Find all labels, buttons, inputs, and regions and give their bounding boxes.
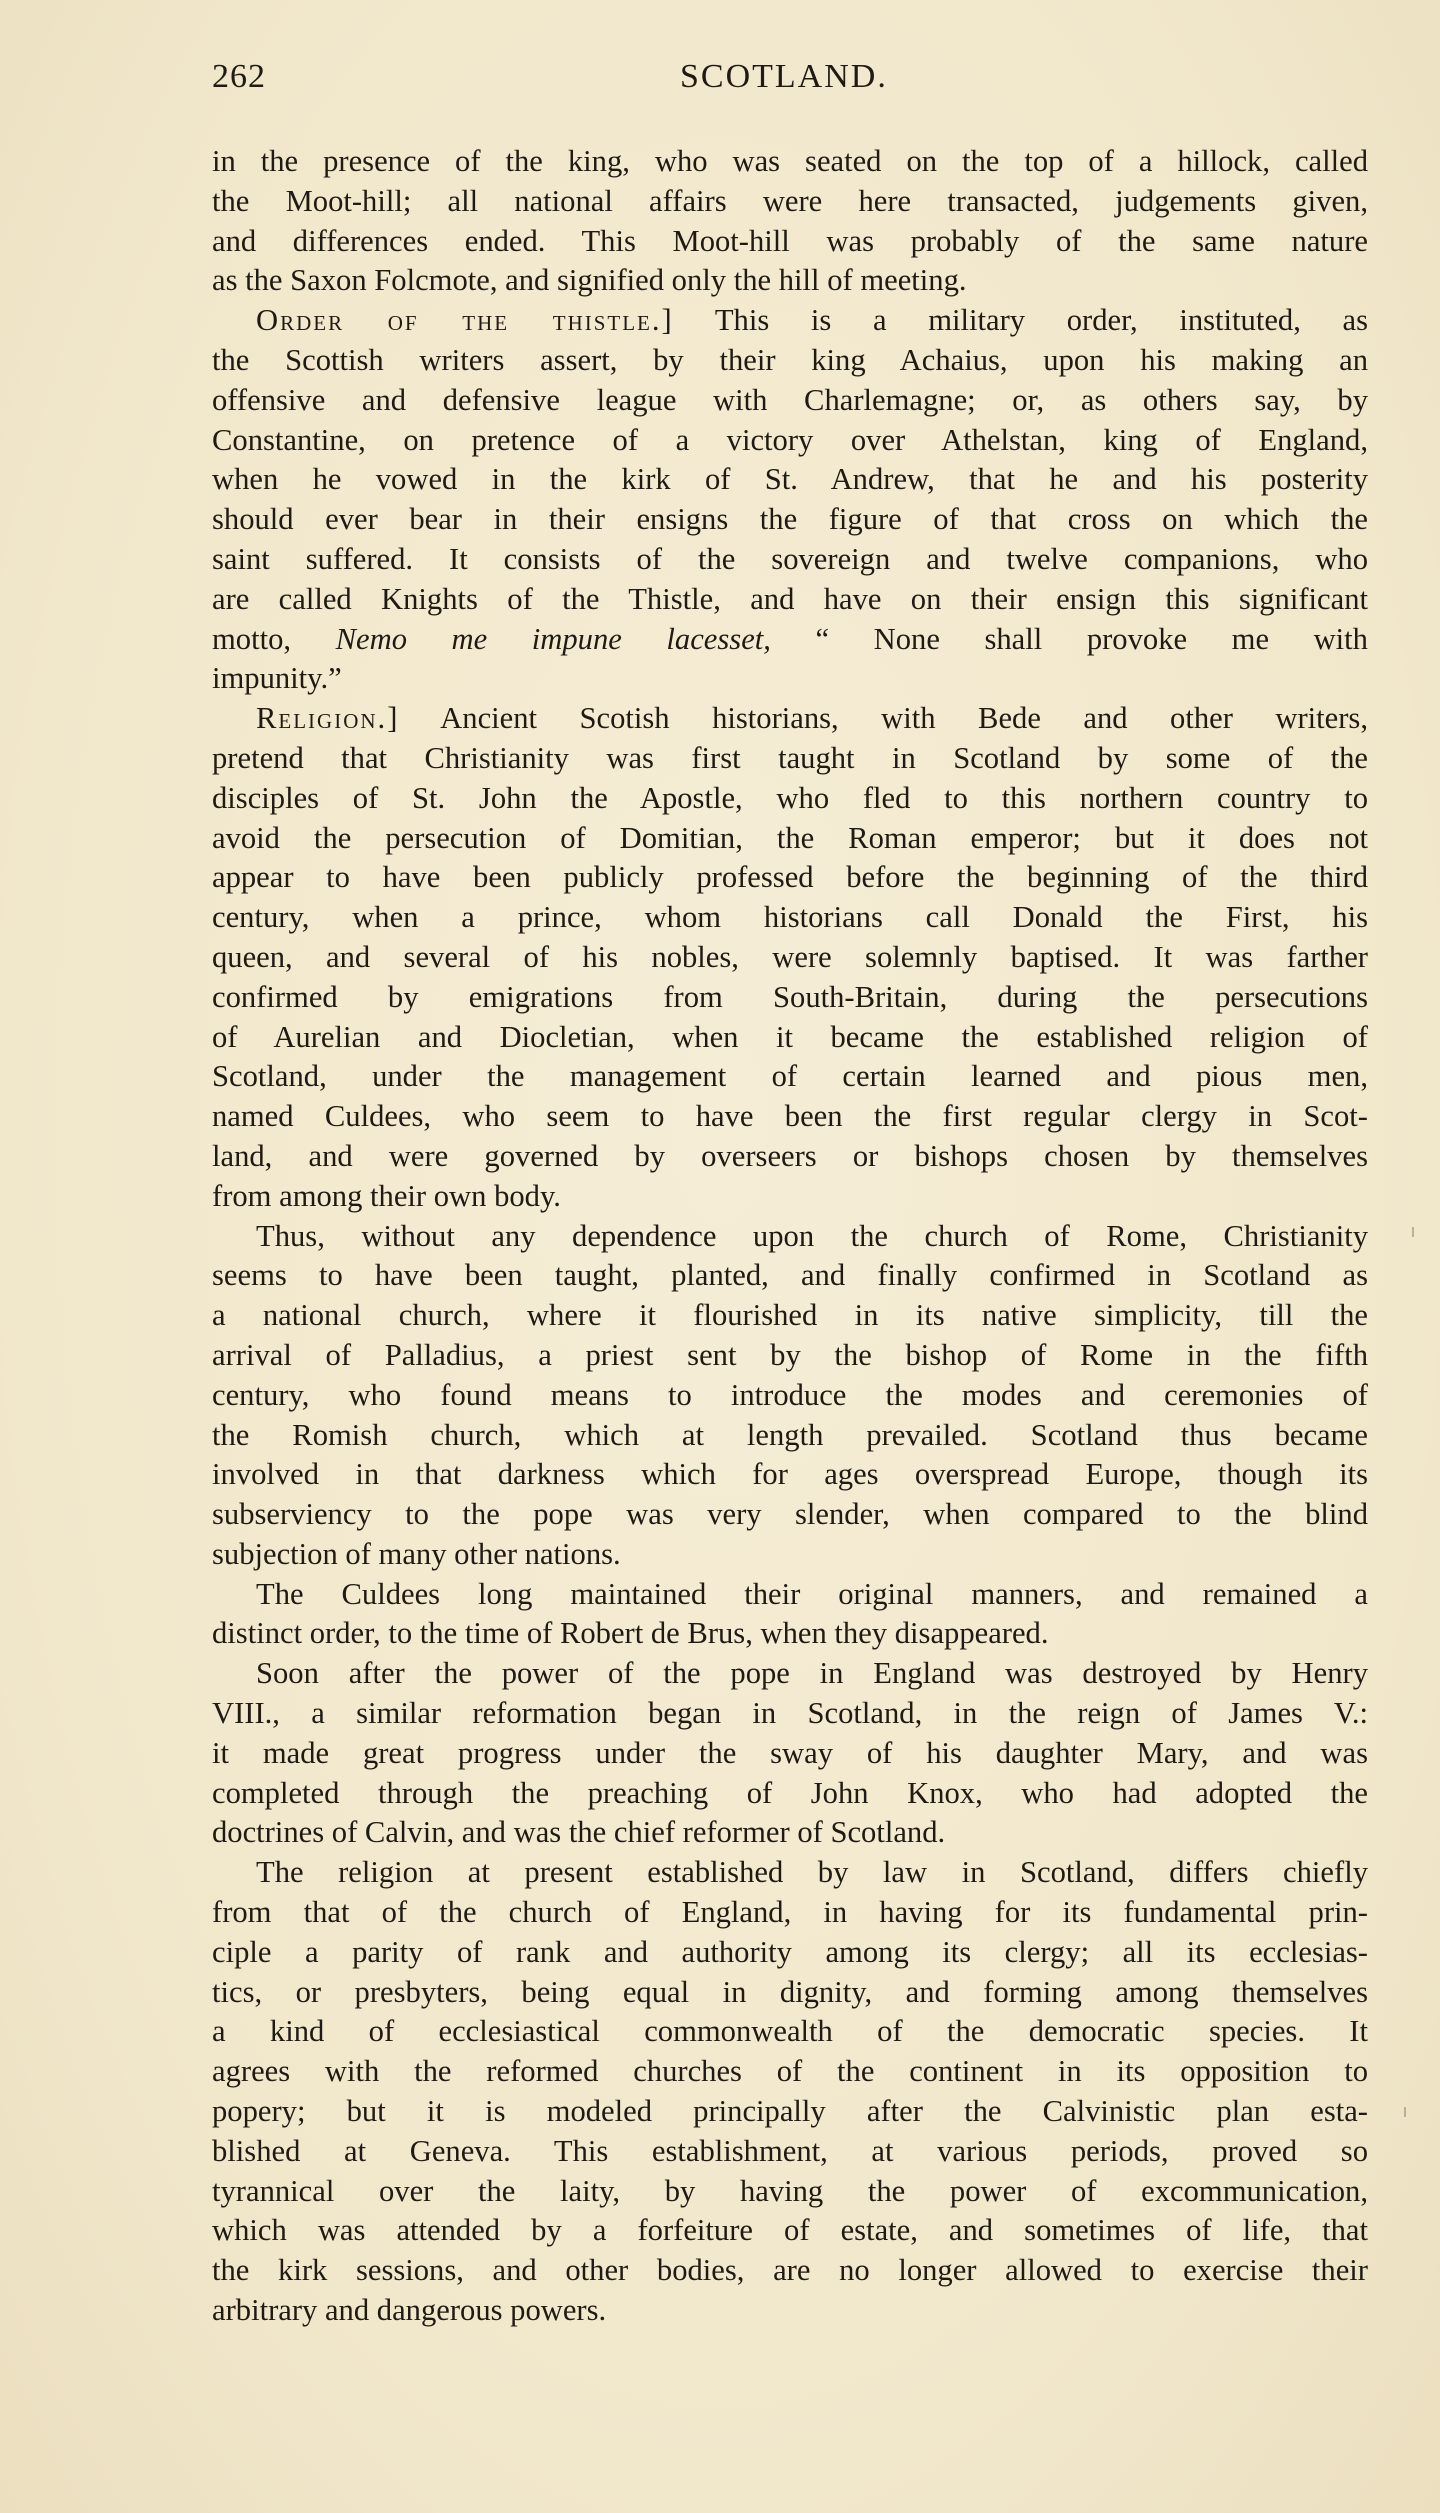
text-segment: This is a military order, instituted, as xyxy=(673,303,1369,338)
text-line xyxy=(212,978,1368,1018)
text-segment: Constantine, on pretence of a victory over Athelstan, king of England, xyxy=(212,422,1368,457)
text-segment: popery; but it is modeled principally after the Calvinistic plan esta- xyxy=(212,2094,1368,2129)
text-segment: impunity.” xyxy=(212,661,342,696)
text-segment: of Aurelian and Diocletian, when it became the established religion of xyxy=(212,1019,1368,1054)
text-segment: distinct order, to the time of Robert de Brus, when they disappeared. xyxy=(212,1616,1049,1651)
text-segment: pretend that Christianity was first taught in Scotland by some of the xyxy=(212,740,1368,775)
section-heading: Religion.] xyxy=(256,701,400,736)
text-line xyxy=(212,421,1368,461)
text-line xyxy=(212,580,1368,620)
text-line xyxy=(212,1416,1368,1456)
text-line xyxy=(212,2132,1368,2172)
text-line xyxy=(212,1217,1368,1257)
text-segment: arbitrary and dangerous powers. xyxy=(212,2293,607,2328)
text-line xyxy=(212,858,1368,898)
text-line xyxy=(212,1535,1368,1575)
section-heading: Order of the thistle.] xyxy=(256,303,674,338)
text-line xyxy=(212,1813,1368,1853)
text-segment: saint suffered. It consists of the sovereign and twelve companions, who xyxy=(212,541,1368,576)
text-segment: Scotland, under the management of certain learned and pious men, xyxy=(212,1059,1368,1094)
text-line xyxy=(212,2291,1368,2331)
text-segment: the Scottish writers assert, by their king Achaius, upon his making an xyxy=(212,342,1368,377)
text-line xyxy=(212,222,1368,262)
text-segment: Thus, without any dependence upon the church of Rome, Christianity xyxy=(256,1218,1368,1253)
text-segment: from that of the church of England, in having for its fundamental prin- xyxy=(212,1895,1368,1930)
text-line xyxy=(212,1973,1368,2013)
text-segment: Ancient Scotish historians, with Bede and other writers, xyxy=(399,701,1368,736)
text-segment: avoid the persecution of Domitian, the Roman emperor; but it does not xyxy=(212,820,1368,855)
text-line xyxy=(212,1376,1368,1416)
text-segment: it made great progress under the sway of his daughter Mary, and was xyxy=(212,1735,1368,1770)
text-line xyxy=(212,2092,1368,2132)
text-segment: confirmed by emigrations from South-Britain, during the persecutions xyxy=(212,979,1368,1014)
text-line xyxy=(212,2211,1368,2251)
text-segment: should ever bear in their ensigns the figure of that cross on which the xyxy=(212,502,1368,537)
text-line xyxy=(212,1336,1368,1376)
text-segment: queen, and several of his nobles, were solemnly baptised. It was farther xyxy=(212,939,1368,974)
text-segment: VIII., a similar reformation began in Scotland, in the reign of James V.: xyxy=(212,1696,1368,1731)
text-segment: “ None shall provoke me with xyxy=(770,621,1368,656)
text-line xyxy=(212,1495,1368,1535)
text-segment: a kind of ecclesiastical commonwealth of the democratic species. It xyxy=(212,2014,1368,2049)
text-segment: century, who found means to introduce the modes and ceremonies of xyxy=(212,1377,1368,1412)
text-line xyxy=(212,938,1368,978)
text-segment: agrees with the reformed churches of the continent in its opposition to xyxy=(212,2054,1368,2089)
text-segment: The religion at present established by law in Scotland, differs chiefly xyxy=(256,1855,1368,1890)
text-segment: arrival of Palladius, a priest sent by the bishop of Rome in the fifth xyxy=(212,1337,1368,1372)
text-segment: motto, xyxy=(212,621,336,656)
text-segment: are called Knights of the Thistle, and have on their ensign this significant xyxy=(212,581,1368,616)
running-head xyxy=(212,58,1357,118)
text-segment: Soon after the power of the pope in England was destroyed by Henry xyxy=(256,1656,1368,1691)
text-segment: subjection of many other nations. xyxy=(212,1536,621,1571)
text-line xyxy=(212,699,1368,739)
text-segment: from among their own body. xyxy=(212,1178,561,1213)
latin-motto: Nemo me impune lacesset, xyxy=(335,621,771,656)
text-line xyxy=(212,898,1368,938)
text-line xyxy=(212,1296,1368,1336)
text-line xyxy=(212,1614,1368,1654)
text-line xyxy=(212,1455,1368,1495)
text-line xyxy=(212,2251,1368,2291)
running-title: SCOTLAND. xyxy=(680,58,888,95)
text-line xyxy=(212,1734,1368,1774)
text-segment: a national church, where it flourished in its native simplicity, till the xyxy=(212,1298,1368,1333)
text-line xyxy=(212,500,1368,540)
text-segment: when he vowed in the kirk of St. Andrew, that he and his posterity xyxy=(212,462,1368,497)
text-segment: century, when a prince, whom historians call Donald the First, his xyxy=(212,900,1368,935)
text-line xyxy=(212,1057,1368,1097)
text-line xyxy=(212,261,1368,301)
text-line xyxy=(212,381,1368,421)
text-line xyxy=(212,460,1368,500)
text-segment: the kirk sessions, and other bodies, are no longer allowed to exercise their xyxy=(212,2253,1368,2288)
text-segment: The Culdees long maintained their original manners, and remained a xyxy=(256,1576,1368,1611)
text-line xyxy=(212,620,1368,660)
text-line xyxy=(212,1177,1368,1217)
body-text xyxy=(212,142,1368,2331)
text-line xyxy=(212,2052,1368,2092)
text-segment: tyrannical over the laity, by having the power of excommunication, xyxy=(212,2173,1368,2208)
text-segment: blished at Geneva. This establishment, at various periods, proved so xyxy=(212,2133,1368,2168)
text-line xyxy=(212,142,1368,182)
text-segment: doctrines of Calvin, and was the chief reformer of Scotland. xyxy=(212,1815,946,1850)
text-line xyxy=(212,182,1368,222)
text-line xyxy=(212,341,1368,381)
text-segment: offensive and defensive league with Charlemagne; or, as others say, by xyxy=(212,382,1368,417)
margin-mark xyxy=(1404,2107,1406,2117)
text-line xyxy=(212,1933,1368,1973)
text-segment: which was attended by a forfeiture of estate, and sometimes of life, that xyxy=(212,2213,1368,2248)
text-line xyxy=(212,1853,1368,1893)
text-line xyxy=(212,1774,1368,1814)
text-line xyxy=(212,2012,1368,2052)
text-line xyxy=(212,1654,1368,1694)
text-line xyxy=(212,1575,1368,1615)
text-line xyxy=(212,659,1368,699)
text-line xyxy=(212,1018,1368,1058)
text-segment: and differences ended. This Moot-hill was probably of the same nature xyxy=(212,223,1368,258)
text-segment: in the presence of the king, who was seated on the top of a hillock, called xyxy=(212,144,1368,178)
text-segment: disciples of St. John the Apostle, who fled to this northern country to xyxy=(212,780,1368,815)
text-segment: as the Saxon Folcmote, and signified only the hill of meeting. xyxy=(212,263,967,298)
text-segment: completed through the preaching of John Knox, who had adopted the xyxy=(212,1775,1368,1810)
page-number: 262 xyxy=(212,58,266,95)
text-line xyxy=(212,301,1368,341)
text-line xyxy=(212,739,1368,779)
text-segment: tics, or presbyters, being equal in dignity, and forming among themselves xyxy=(212,1974,1368,2009)
text-segment: the Moot-hill; all national affairs were here transacted, judgements given, xyxy=(212,183,1368,218)
text-line xyxy=(212,1694,1368,1734)
text-line xyxy=(212,1893,1368,1933)
text-segment: land, and were governed by overseers or bishops chosen by themselves xyxy=(212,1138,1368,1173)
text-segment: subserviency to the pope was very slender, when compared to the blind xyxy=(212,1497,1368,1532)
text-line xyxy=(212,2172,1368,2212)
text-segment: named Culdees, who seem to have been the first regular clergy in Scot- xyxy=(212,1099,1368,1134)
text-segment: involved in that darkness which for ages overspread Europe, though its xyxy=(212,1457,1368,1492)
text-segment: seems to have been taught, planted, and finally confirmed in Scotland as xyxy=(212,1258,1368,1293)
text-segment: the Romish church, which at length prevailed. Scotland thus became xyxy=(212,1417,1368,1452)
text-segment: appear to have been publicly professed before the beginning of the third xyxy=(212,860,1368,895)
text-line xyxy=(212,819,1368,859)
text-segment: ciple a parity of rank and authority among its clergy; all its ecclesias- xyxy=(212,1934,1368,1969)
text-line xyxy=(212,779,1368,819)
margin-mark xyxy=(1412,1227,1414,1237)
text-line xyxy=(212,540,1368,580)
text-line xyxy=(212,1137,1368,1177)
text-line xyxy=(212,1097,1368,1137)
text-line xyxy=(212,1256,1368,1296)
